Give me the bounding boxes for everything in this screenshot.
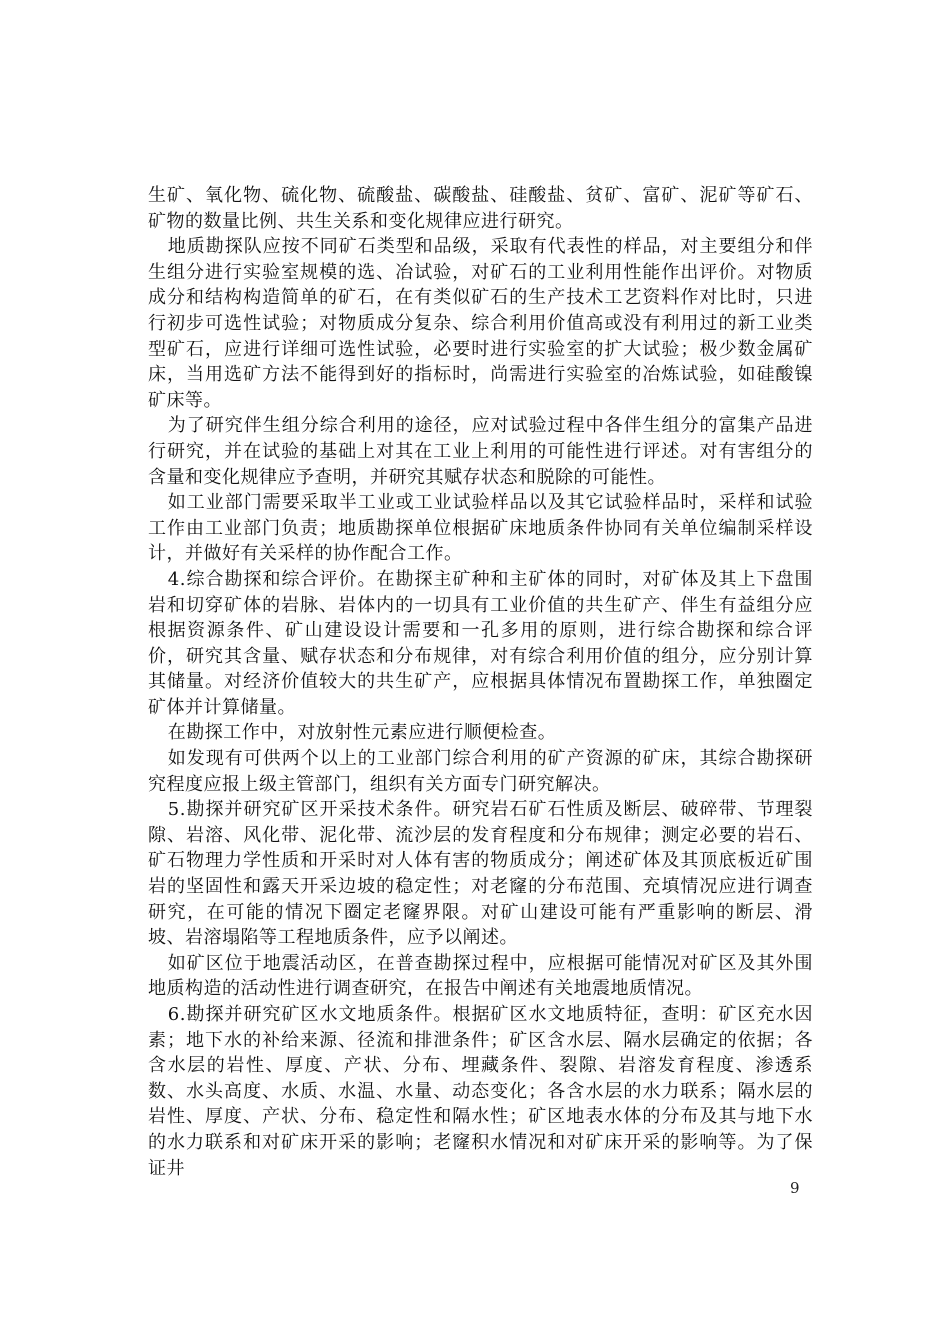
paragraph-5: 4.综合勘探和综合评价。在勘探主矿种和主矿体的同时，对矿体及其上下盘围岩和切穿矿体的岩脉、岩体内的一切具有工业价值的共生矿产、伴生有益组分应根据资源条件、矿山建设设计需要和一孔多用的原则，进行综合勘探和综合评价，研究其含量、赋存状态和分布规律，对有综合利用价值的组分，应分别计算其储量。对经济价值较大的共生矿产，应根据具体情况布置勘探工作，单独圈定矿体并计算储量。 bbox=[148, 568, 813, 718]
page-number: 9 bbox=[790, 1179, 800, 1197]
paragraph-7: 如发现有可供两个以上的工业部门综合利用的矿产资源的矿床，其综合勘探研究程度应报上级主管部门，组织有关方面专门研究解决。 bbox=[148, 748, 813, 795]
paragraph-3: 为了研究伴生组分综合利用的途径，应对试验过程中各伴生组分的富集产品进行研究，并在试验的基础上对其在工业上利用的可能性进行评述。对有害组分的含量和变化规律应予查明，并研究其赋存状态和脱除的可能性。 bbox=[148, 415, 813, 488]
paragraph-1: 生矿、氧化物、硫化物、硫酸盐、碳酸盐、硅酸盐、贫矿、富矿、泥矿等矿石、矿物的数量比例、共生关系和变化规律应进行研究。 bbox=[148, 185, 813, 232]
paragraph-2: 地质勘探队应按不同矿石类型和品级，采取有代表性的样品，对主要组分和伴生组分进行实验室规模的选、冶试验，对矿石的工业利用性能作出评价。对物质成分和结构构造简单的矿石，在有类似矿石的生产技术工艺资料作对比时，只进行初步可选性试验；对物质成分复杂、综合利用价值高或没有利用过的新工业类型矿石，应进行详细可选性试验，必要时进行实验室的扩大试验；极少数金属矿床，当用选矿方法不能得到好的指标时，尚需进行实验室的冶炼试验，如硅酸镍矿床等。 bbox=[148, 236, 813, 411]
paragraph-8: 5.勘探并研究矿区开采技术条件。研究岩石矿石性质及断层、破碎带、节理裂隙、岩溶、风化带、泥化带、流沙层的发育程度和分布规律；测定必要的岩石、矿石物理力学性质和开采时对人体有害的物质成分；阐述矿体及其顶底板近矿围岩的坚固性和露天开采边坡的稳定性；对老窿的分布范围、充填情况应进行调查研究，在可能的情况下圈定老窿界限。对矿山建设可能有严重影响的断层、滑坡、岩溶塌陷等工程地质条件，应予以阐述。 bbox=[148, 799, 813, 949]
paragraph-6: 在勘探工作中，对放射性元素应进行顺便检查。 bbox=[167, 722, 557, 744]
paragraph-4: 如工业部门需要采取半工业或工业试验样品以及其它试验样品时，采样和试验工作由工业部门负责；地质勘探单位根据矿床地质条件协同有关单位编制采样设计，并做好有关采样的协作配合工作。 bbox=[148, 492, 813, 565]
paragraph-10: 6.勘探并研究矿区水文地质条件。根据矿区水文地质特征，查明：矿区充水因素；地下水的补给来源、径流和排泄条件；矿区含水层、隔水层确定的依据；各含水层的岩性、厚度、产状、分布、埋藏条件、裂隙、岩溶发育程度、渗透系数、水头高度、水质、水温、水量、动态变化；各含水层的水力联系；隔水层的岩性、厚度、产状、分布、稳定性和隔水性；矿区地表水体的分布及其与地下水的水力联系和对矿床开采的影响；老窿积水情况和对矿床开采的影响等。为了保证井 bbox=[148, 1004, 813, 1179]
paragraph-9: 如矿区位于地震活动区，在普查勘探过程中，应根据可能情况对矿区及其外围地质构造的活动性进行调查研究，在报告中阐述有关地震地质情况。 bbox=[148, 952, 813, 1000]
body-text bbox=[148, 183, 813, 1181]
